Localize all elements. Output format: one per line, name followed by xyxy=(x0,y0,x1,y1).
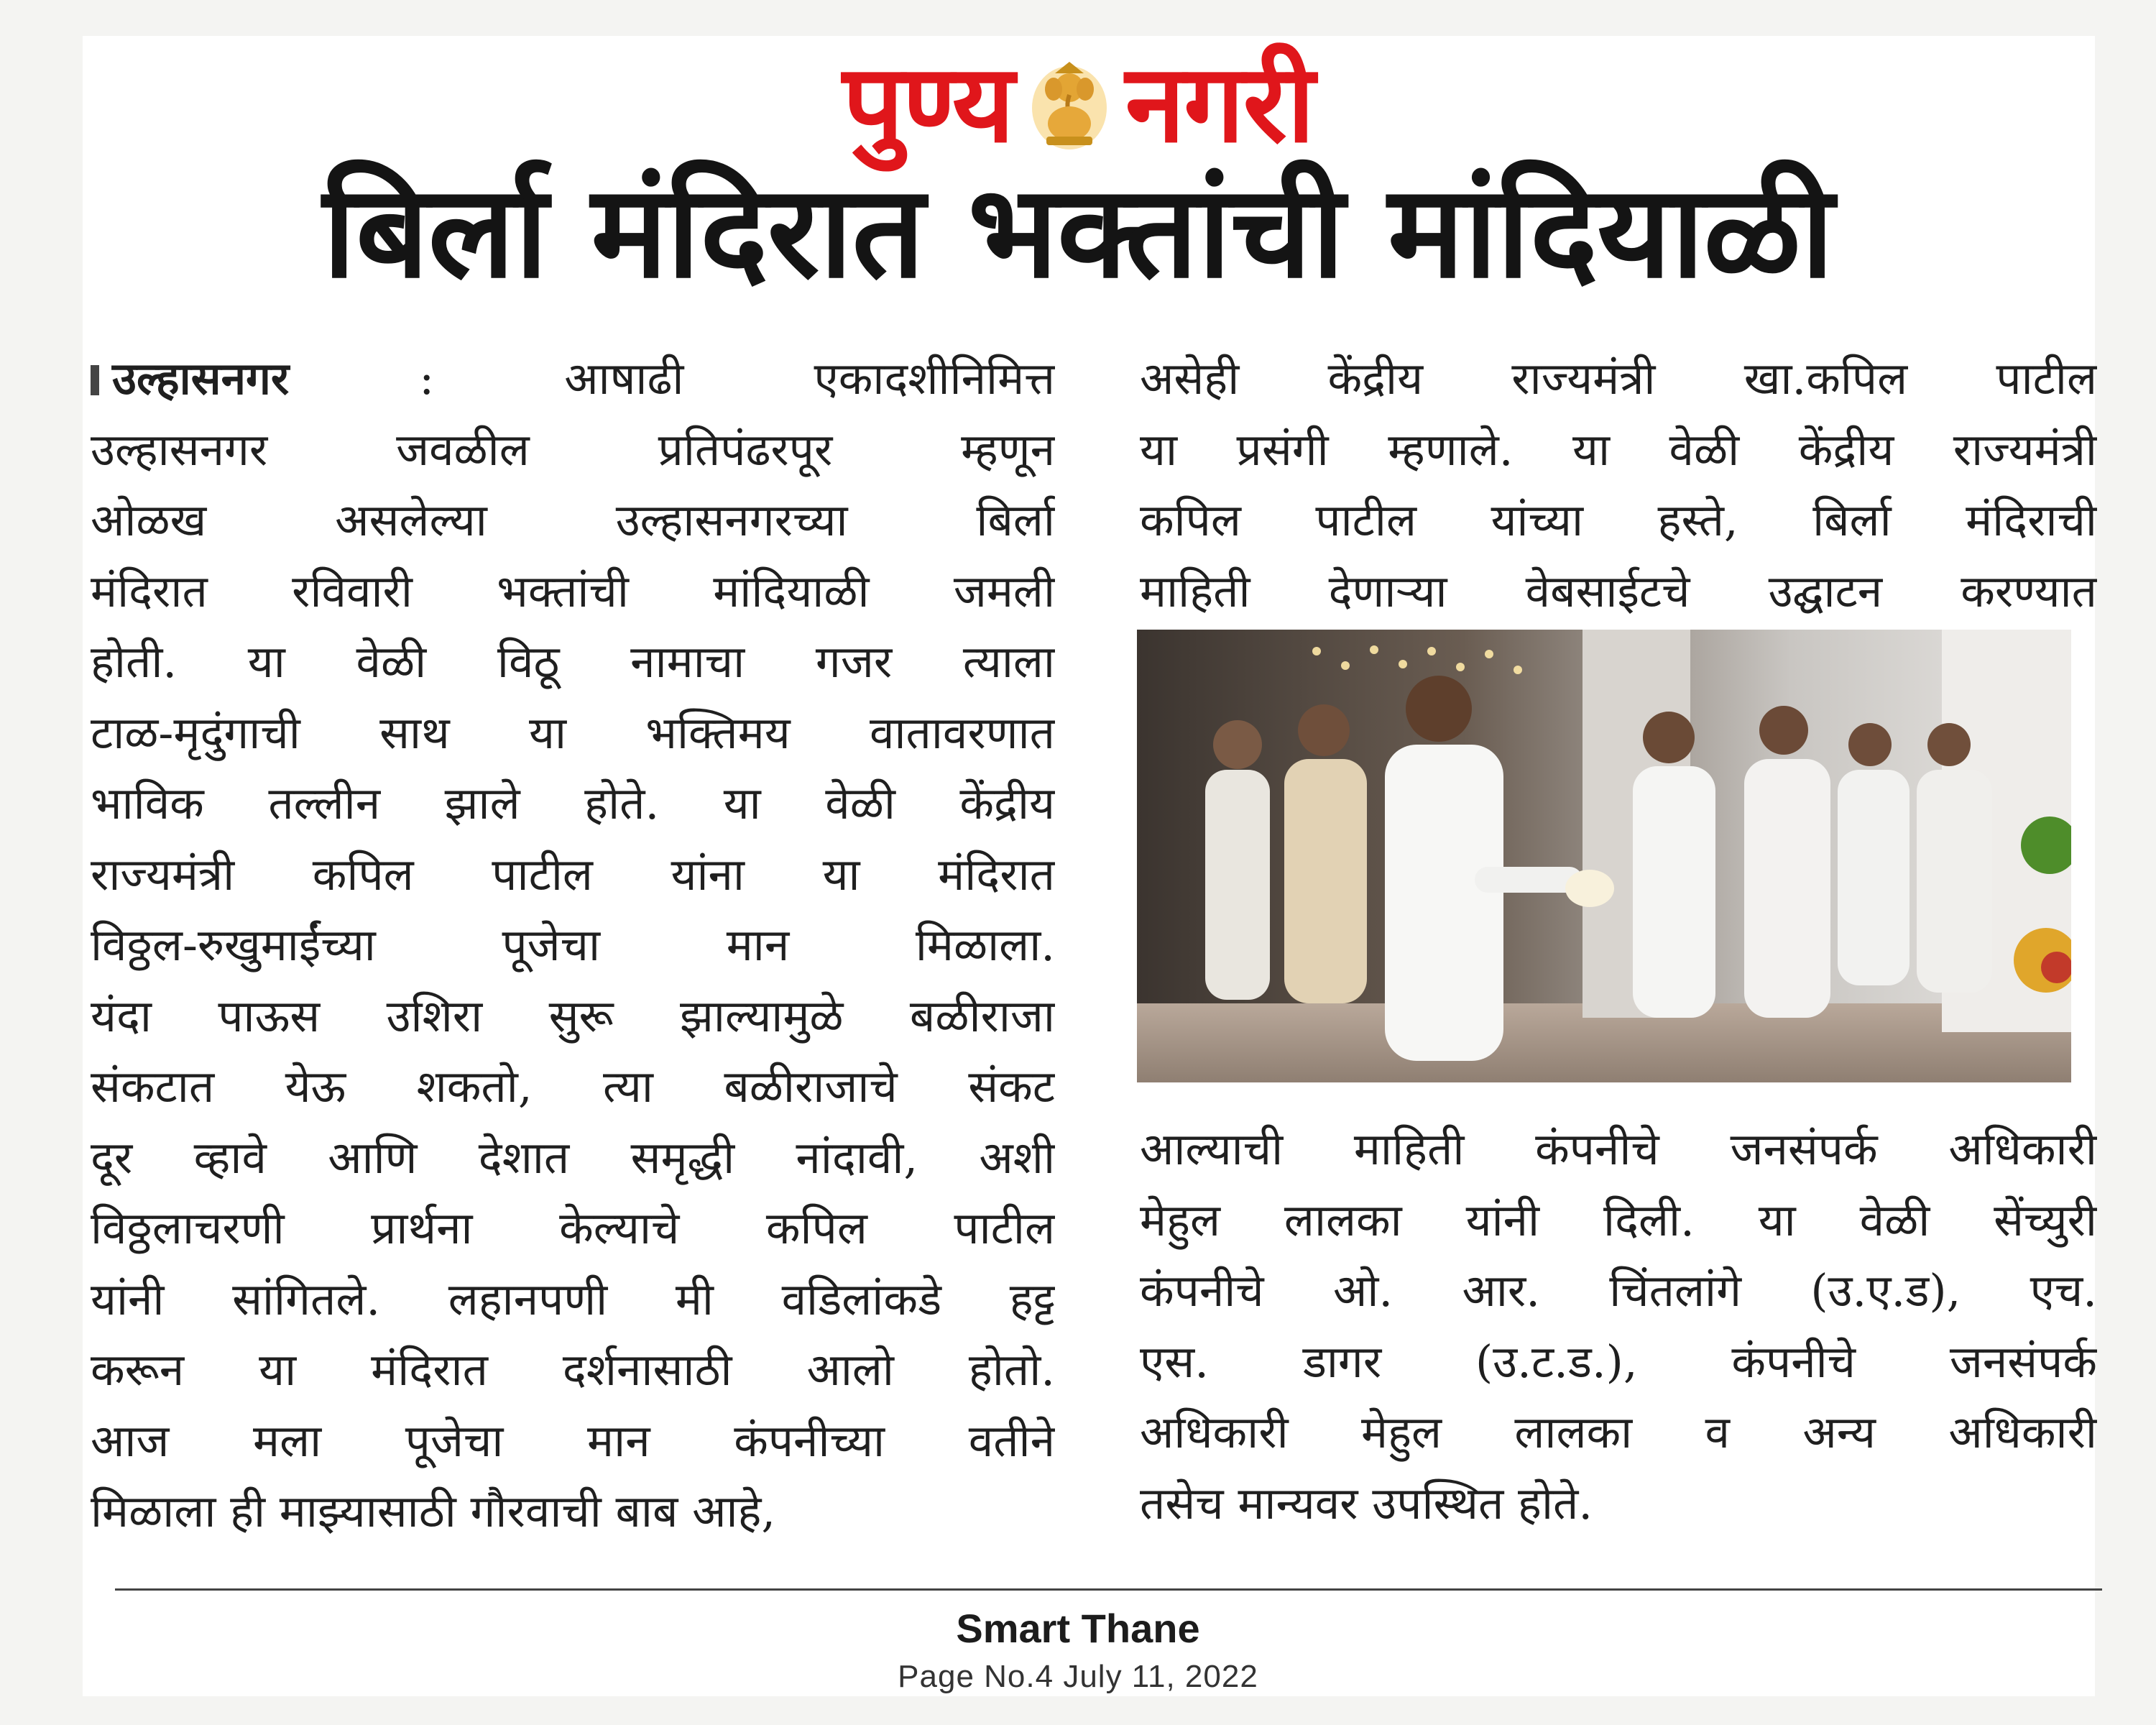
ganesha-emblem-icon xyxy=(1026,58,1112,151)
article-line: विठ्ठलाचरणी प्रार्थना केल्याचे कपिल पाटील xyxy=(91,1202,1055,1254)
article-line-text: : आषाढी एकादशीनिमित्त xyxy=(289,352,1055,405)
article-line: दूर व्हावे आणि देशात समृद्धी नांदावी, अशी xyxy=(91,1131,1055,1184)
article-line: ओळख असलेल्या उल्हासनगरच्या बिर्ला xyxy=(91,494,1055,546)
article-line: भाविक तल्लीन झाले होते. या वेळी केंद्रीय xyxy=(91,777,1055,829)
article-line: टाळ-मृदुंगाची साथ या भक्तिमय वातावरणात xyxy=(91,706,1055,759)
article-line: एस. डागर (उ.ट.ड.), कंपनीचे जनसंपर्क xyxy=(1140,1335,2097,1388)
article-right-column-top xyxy=(1140,344,2097,627)
article-line: मिळाला ही माझ्यासाठी गौरवाची बाब आहे, xyxy=(91,1485,776,1537)
article-line: कपिल पाटील यांच्या हस्ते, बिर्ला मंदिराची xyxy=(1140,494,2097,546)
event-photo xyxy=(1137,630,2071,1082)
article-right-column-bottom xyxy=(1140,1114,2097,1539)
headline: बिर्ला मंदिरात भक्तांची मांदियाळी xyxy=(323,157,1833,306)
article-line xyxy=(91,344,1055,415)
article-line: मंदिरात रविवारी भक्तांची मांदियाळी जमली xyxy=(91,564,1055,617)
dateline-marker xyxy=(91,365,99,395)
article-line: विठ्ठल-रुखुमाईंच्या पूजेचा मान मिळाला. xyxy=(91,919,1055,971)
article-line: राज्यमंत्री कपिल पाटील यांना या मंदिरात xyxy=(91,847,1055,901)
article-line: उल्हासनगर जवळील प्रतिपंढरपूर म्हणून xyxy=(91,423,1055,476)
article-line: माहिती देणाऱ्या वेबसाईटचे उद्घाटन करण्यात xyxy=(1140,564,2097,617)
article-line: करून या मंदिरात दर्शनासाठी आलो होतो. xyxy=(91,1343,1055,1396)
masthead xyxy=(0,42,2156,167)
page-info: Page No.4 July 11, 2022 xyxy=(898,1659,1258,1694)
article-line: या प्रसंगी म्हणाले. या वेळी केंद्रीय राज्यमंत्री xyxy=(1140,423,2097,476)
article-line: असेही केंद्रीय राज्यमंत्री खा.कपिल पाटील xyxy=(1140,352,2097,405)
article-line: मेहुल लालका यांनी दिली. या वेळी सेंच्युरी xyxy=(1140,1193,2097,1246)
article-line: यांनी सांगितले. लहानपणी मी वडिलांकडे हट्ट xyxy=(91,1272,1055,1325)
article-line: कंपनीचे ओ. आर. चिंतलांगे (उ.ए.ड), एच. xyxy=(1140,1264,2097,1317)
masthead-left-word: पुण्य xyxy=(842,42,1013,167)
article-line: आल्याची माहिती कंपनीचे जनसंपर्क अधिकारी xyxy=(1140,1123,2097,1175)
article-line: तसेच मान्यवर उपस्थित होते. xyxy=(1140,1476,1593,1530)
masthead-right-word: नगरी xyxy=(1125,42,1314,167)
article-line: होती. या वेळी विठू नामाचा गजर त्याला xyxy=(91,635,1055,688)
article-line: संकटात येऊ शकतो, त्या बळीराजाचे संकट xyxy=(91,1060,1055,1113)
article-line: आज मला पूजेचा मान कंपनीच्या वतीने xyxy=(91,1414,1055,1467)
publication-name: Smart Thane xyxy=(956,1606,1200,1651)
dateline: उल्हासनगर xyxy=(112,352,290,405)
footer-divider xyxy=(115,1588,2102,1591)
article-left-column xyxy=(91,344,1055,1547)
article-line: अधिकारी मेहुल लालका व अन्य अधिकारी xyxy=(1140,1406,2097,1458)
article-line: यंदा पाऊस उशिरा सुरू झाल्यामुळे बळीराजा xyxy=(91,989,1055,1042)
